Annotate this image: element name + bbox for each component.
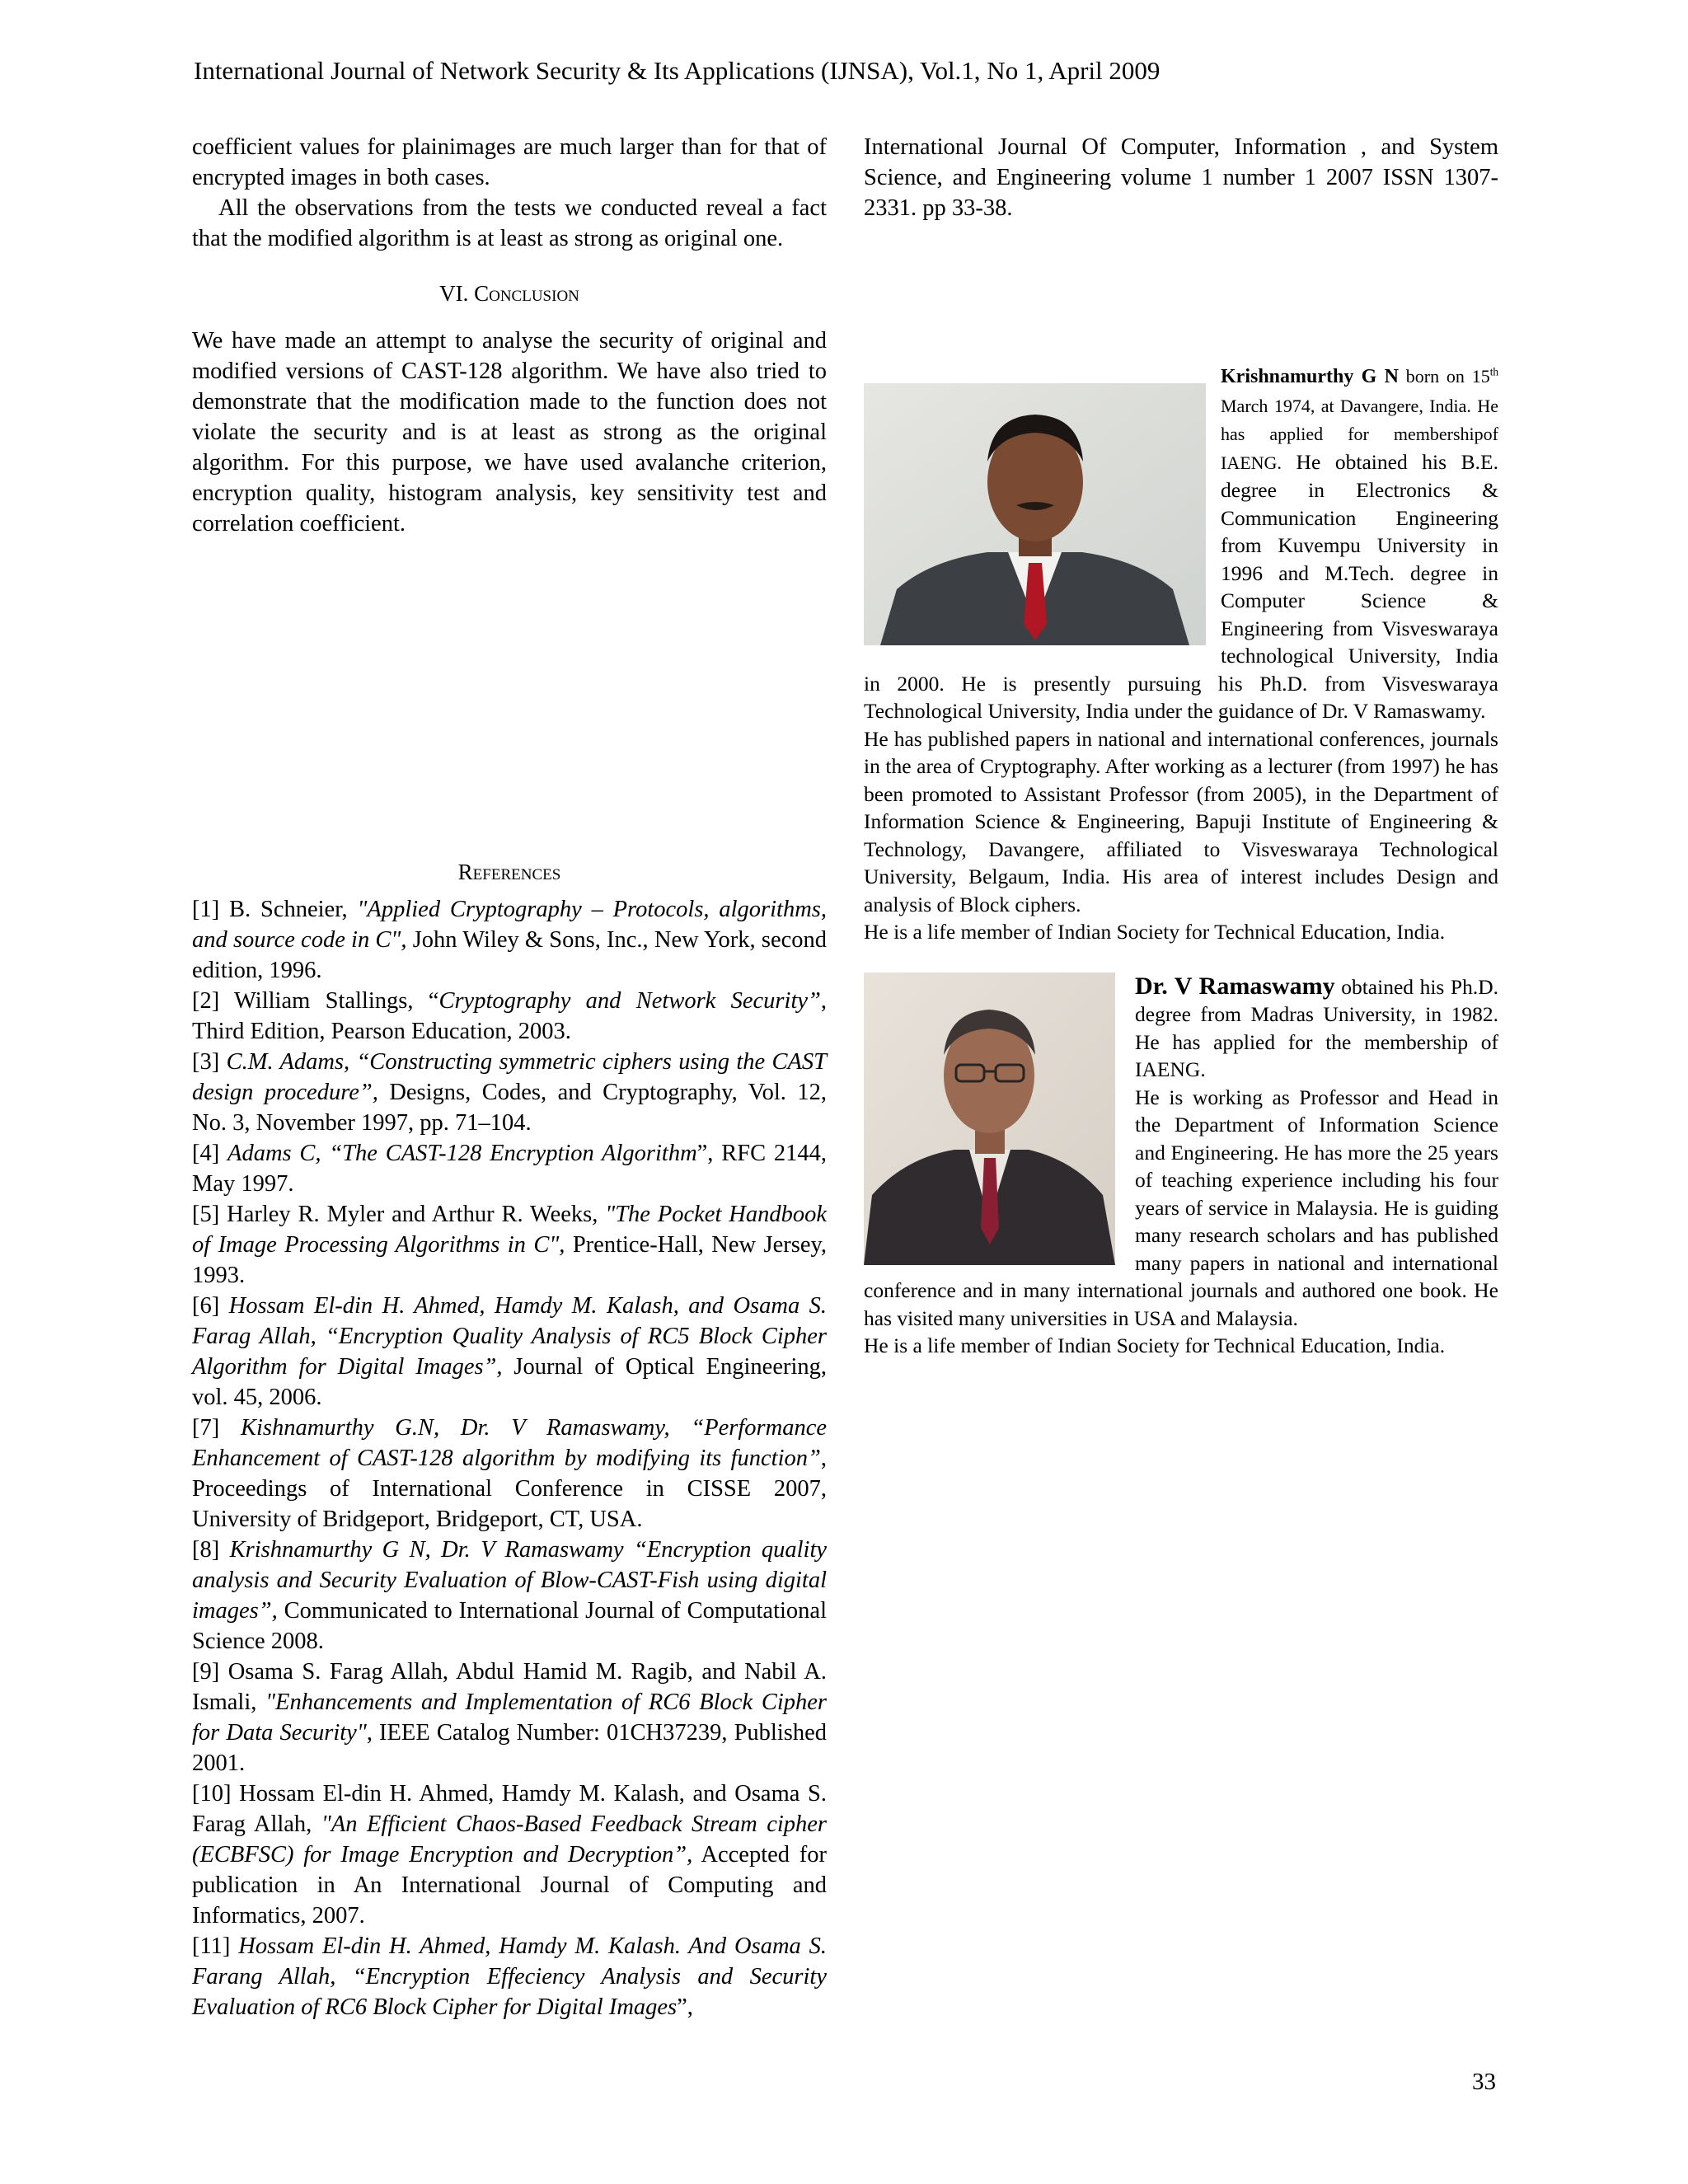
reference-item: [2] William Stallings, “Cryptography and Network Security”, Third Edition, Pearson Education, 2003. xyxy=(192,988,827,1044)
reference-continued: International Journal Of Computer, Information , and System Science, and Engineering volume 1 number 1 2007 ISSN 1307-2331. pp 33-38. xyxy=(864,134,1498,221)
author-bio-krishnamurthy xyxy=(864,362,1498,946)
conclusion-heading xyxy=(192,279,827,309)
body-paragraph: coefficient values for plainimages are much larger than for that of encrypted images in both cases. xyxy=(192,134,827,190)
page-number: 33 xyxy=(1472,2069,1496,2095)
bio-text: He obtained his B.E. degree in Electronics & Communication Engineering from Kuvempu University in 1996 and M.Tech. degree in Computer Science & Engineering from Visveswaraya technological University, India in 2000. He is presently pursuing his Ph.D. from Visveswaraya Technological University, India under the guidance of Dr. V Ramaswamy. xyxy=(864,449,1498,723)
author-photo-ramaswamy xyxy=(864,972,1115,1265)
section-title: Conclusion xyxy=(474,281,579,306)
author-name: Krishnamurthy G N born on 15th March 1974, at Davangere, India. He has applied for membershipof IAENG. xyxy=(1221,365,1499,473)
bio-paragraph: He is a life member of Indian Society for Technical Education, India. xyxy=(864,920,1446,944)
author-photo-krishnamurthy xyxy=(864,383,1206,645)
section-number: VI. xyxy=(439,281,469,306)
references-title: References xyxy=(457,860,561,884)
bio-paragraph: He has published papers in national and international conferences, journals in the area of Cryptography. After working as a lecturer (from 1997) he has been promoted to Assistant Professor (from 2005), in the Department of Information Science & Engineering, Bapuji Institute of Engineering & Technology, Davangere, affiliated to Visveswaraya Technological University, Belgaum, India. His area of interest includes Design and analysis of Block ciphers. xyxy=(864,726,1498,916)
reference-item: [6] Hossam El-din H. Ahmed, Hamdy M. Kalash, and Osama S. Farag Allah, “Encryption Quality Analysis of RC5 Block Cipher Algorithm for Digital Images”, Journal of Optical Engineering, vol. 45, 2006. xyxy=(192,1293,828,1410)
conclusion-text: We have made an attempt to analyse the security of original and modified versions of CAST-128 algorithm. We have also tried to demonstrate that the modification made to the function does not violate the security and is at least as strong as the original algorithm. For this purpose, we have used avalanche criterion, encryption quality, histogram analysis, key sensitivity test and correlation coefficient. xyxy=(192,328,827,537)
reference-item: [11] Hossam El-din H. Ahmed, Hamdy M. Kalash. And Osama S. Farang Allah, “Encryption Effeciency Analysis and Security Evaluation of RC6 Block Cipher for Digital Images”, xyxy=(192,1933,827,2020)
journal-header: International Journal of Network Security & Its Applications (IJNSA), Vol.1, No 1, April 2009 xyxy=(194,56,1160,85)
reference-item: [4] Adams C, “The CAST-128 Encryption Algorithm”, RFC 2144, May 1997. xyxy=(192,1141,828,1197)
right-column xyxy=(864,132,1498,1360)
reference-item: [3] C.M. Adams, “Constructing symmetric ciphers using the CAST design procedure”, Designs, Codes, and Cryptography, Vol. 12, No. 3, November 1997, pp. 71–104. xyxy=(192,1049,827,1136)
reference-item: [10] Hossam El-din H. Ahmed, Hamdy M. Kalash, and Osama S. Farag Allah, "An Efficient Chaos-Based Feedback Stream cipher (ECBFSC) for Image Encryption and Decryption”, Accepted for publication in An International Journal of Computing and Informatics, 2007. xyxy=(192,1781,827,1929)
reference-item: [7] Kishnamurthy G.N, Dr. V Ramaswamy, “Performance Enhancement of CAST-128 algorithm by modifying its function”, Proceedings of International Conference in CISSE 2007, University of Bridgeport, Bridgeport, CT, USA. xyxy=(192,1415,827,1532)
bio-text: obtained his Ph.D. degree from Madras University, in 1982. He has applied for the membership of IAENG. xyxy=(1135,974,1498,1081)
body-paragraph: All the observations from the tests we conducted reveal a fact that the modified algorithm is at least as strong as original one. xyxy=(192,195,827,251)
author-name: Dr. V Ramaswamy xyxy=(1135,972,1335,1000)
bio-paragraph: He is a life member of Indian Society for Technical Education, India. xyxy=(864,1333,1446,1357)
references-list xyxy=(192,894,827,2022)
references-heading xyxy=(192,857,827,888)
left-column xyxy=(192,132,827,2022)
reference-item: [5] Harley R. Myler and Arthur R. Weeks, "The Pocket Handbook of Image Processing Algorithms in C", Prentice-Hall, New Jersey, 1993. xyxy=(192,1202,827,1288)
reference-item: [9] Osama S. Farag Allah, Abdul Hamid M. Ragib, and Nabil A. Ismali, "Enhancements and Implementation of RC6 Block Cipher for Data Security", IEEE Catalog Number: 01CH37239, Published 2001. xyxy=(192,1659,827,1776)
bio-paragraph: He is working as Professor and Head in the Department of Information Science and Engineering. He has more the 25 years of teaching experience including his four years of service in Malaysia. He is guiding many research scholars and has published many papers in national and international conference and in many international journals and authored one book. He has visited many universities in USA and Malaysia. xyxy=(864,1085,1498,1330)
reference-item: [8] Krishnamurthy G N, Dr. V Ramaswamy “Encryption quality analysis and Security Evaluation of Blow-CAST-Fish using digital images”, Communicated to International Journal of Computational Science 2008. xyxy=(192,1537,828,1654)
author-bio-ramaswamy xyxy=(864,972,1498,1360)
reference-item: [1] B. Schneier, "Applied Cryptography – Protocols, algorithms, and source code in C", John Wiley & Sons, Inc., New York, second edition, 1996. xyxy=(192,897,827,983)
